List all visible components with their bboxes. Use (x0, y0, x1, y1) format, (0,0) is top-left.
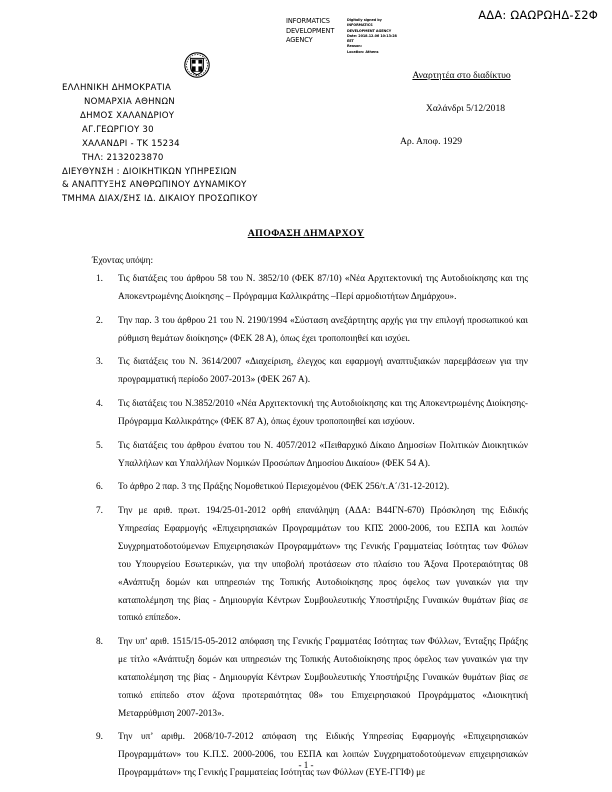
page-title: ΑΠΟΦΑΣΗ ΔΗΜΑΡΧΟΥ (247, 228, 365, 239)
letterhead-line-phone: ΤΗΛ: 2132023870 (82, 152, 164, 163)
document-body (90, 256, 528, 789)
right-header-block (350, 70, 595, 147)
clause-item: Τις διατάξεις του Ν.3852/2010 «Νέα Αρχιτεκτονική της Αυτοδιοίκησης και της Αποκεντρωμένης Διοίκησης- Πρόγραμμα Καλλικράτης» (ΦΕΚ 87 Α), όπως έχουν τροποποιηθεί και ισχύουν. (118, 399, 528, 427)
signature-detail-line: Location: Athens (347, 49, 379, 54)
place-date: Χαλάνδρι 5/12/2018 (425, 103, 506, 114)
clause-item: Τις διατάξεις του Ν. 3614/2007 «Διαχείριση, έλεγχος και εφαρμογή αναπτυξιακών παρεμβάσεων για την προγραμματική περίοδο 2007-2013» (ΦΕΚ 267 Α). (118, 357, 528, 386)
clause-item: Την με αριθ. πρωτ. 194/25-01-2012 ορθή επανάληψη (ΑΔΑ: Β44ΓΝ-670) Πρόσκληση της Ειδικής Υπηρεσίας Εφαρμογής «Επιχειρησιακών Προγραμμάτων του ΚΠΣ 2000-2006, του ΕΣΠΑ και λοιπών Συγχρηματοδοτούμενων Επιχειρησιακών Προγραμμάτων» της Γενικής Γραμματείας Ισότητας των Φύλων του Υπουργείου Εσωτερικών, για την υποβολή προτάσεων στο πλαίσιο του Άξονα Προτεραιότητας 08 «Ανάπτυξη δομών και υπηρεσιών της Τοπικής Αυτοδιοίκησης προς όφελος των γυναικών για την καταπολέμηση της βίας - Δημιουργία Κέντρων Συμβουλευτικής Υποστήριξης Γυναικών θυμάτων βίας σε τοπικό επίπεδο». (118, 506, 528, 624)
clause-item: Το άρθρο 2 παρ. 3 της Πράξης Νομοθετικού Περιεχομένου (ΦΕΚ 256/τ.Α΄/31-12-2012). (118, 482, 450, 493)
hellenic-republic-coat-of-arms-icon (183, 50, 211, 80)
letterhead-line-republic: ΕΛΛΗΝΙΚΗ ΔΗΜΟΚΡΑΤΙΑ (62, 83, 172, 93)
emblem-container (62, 50, 312, 80)
letterhead-line-department: ΤΜΗΜΑ ΔΙΑΧ/ΣΗΣ ΙΔ. ΔΙΚΑΙΟΥ ΠΡΟΣΩΠΙΚΟΥ (62, 194, 258, 205)
letterhead (62, 50, 312, 207)
signature-detail-line: Digitally signed by (347, 18, 382, 22)
signature-detail-line: Date: 2018.12.06 10:13:28 (347, 33, 397, 38)
clause-item: Τις διατάξεις του άρθρου ένατου του Ν. 4057/2012 «Πειθαρχικό Δίκαιο Δημοσίων Πολιτικών Διοικητικών Υπαλλήλων και Υπαλλήλων Νομικών Προσώπων Δημοσίου Δικαίου» (ΦΕΚ 54 Α). (118, 440, 528, 469)
clause-list (90, 271, 528, 783)
signature-detail-line: EET (347, 39, 354, 44)
ada-code: ΑΔΑ: ΩΑΩΡΩΗΔ-Σ2Φ (478, 8, 598, 22)
clause-item: Την παρ. 3 του άρθρου 21 του Ν. 2190/1994 «Σύσταση ανεξάρτητης αρχής για την επιλογή προσωπικού και ρύθμιση θεμάτων διοίκησης» (ΦΕΚ 28 Α), όπως έχει τροποποιηθεί και ισχύει. (118, 315, 528, 344)
decision-number: Αρ. Αποφ. 1929 (400, 136, 463, 147)
clause-item: Τις διατάξεις του άρθρου 58 του Ν. 3852/10 (ΦΕΚ 87/10) «Νέα Αρχιτεκτονική της Αυτοδιοίκησης και της Αποκεντρωμένης Διοίκησης – Πρόγραμμα Καλλικράτης –Περί αρμοδιοτήτων Δημάρχου». (118, 274, 528, 302)
letterhead-line-development: & ΑΝΑΠΤΥΞΗΣ ΑΝΘΡΩΠΙΝΟΥ ΔΥΝΑΜΙΚΟΥ (62, 180, 247, 191)
page-number-footer: - 1 - (298, 760, 314, 770)
signature-detail-line: INFORMATICS (347, 23, 373, 28)
letterhead-line-municipality: ΔΗΜΟΣ ΧΑΛΑΝΔΡΙΟΥ (80, 110, 175, 121)
signature-detail-line: DEVELOPMENT AGENCY (347, 28, 392, 33)
signature-details (347, 17, 409, 55)
letterhead-line-street: ΑΓ.ΓΕΩΡΓΙΟΥ 30 (82, 124, 154, 135)
signature-detail-line: Reason: (347, 44, 362, 49)
signature-agency-name: INFORMATICS DEVELOPMENT AGENCY (286, 17, 335, 45)
letterhead-line-prefecture: ΝΟΜΑΡΧΙΑ ΑΘΗΝΩΝ (84, 96, 175, 107)
publication-note: Αναρτητέα στο διαδίκτυο (412, 70, 511, 81)
letterhead-line-postcode: ΧΑΛΑΝΔΡΙ - ΤΚ 15234 (82, 138, 180, 149)
intro-text: Έχοντας υπόψη: (92, 256, 154, 266)
clause-item: Την υπ’ αριθμ. 2068/10-7-2012 απόφαση της Ειδικής Υπηρεσίας Εφαρμογής «Επιχειρησιακών Προγραμμάτων» του Κ.Π.Σ. 2000-2006, του ΕΣΠΑ και λοιπών Συγχρηματοδοτούμενων επιχειρησιακών Προγραμμάτων» της Γενικής Γραμματείας Ισότητας των Φύλλων (ΕΥΕ-ΓΓΙΦ) με (118, 732, 528, 779)
clause-item: Την υπ’ αριθ. 1515/15-05-2012 απόφαση της Γενικής Γραμματέας Ισότητας των Φύλλων, Ένταξης Πράξης με τίτλο «Ανάπτυξη δομών και υπηρεσιών της Τοπικής Αυτοδιοίκησης προς όφελος των γυναικών για την καταπολέμηση της βίας - Δημιουργία Κέντρων Συμβουλευτικής Υποστήριξης Γυναικών θυμάτων βίας σε τοπικό επίπεδο στον άξονα προτεραιότητας 08» του Επιχειρησιακού Προγράμματος «Διοικητική Μεταρρύθμιση 2007-2013». (118, 637, 528, 719)
letterhead-line-directorate: ΔΙΕΥΘΥΝΣΗ : ΔΙΟΙΚΗΤΙΚΩΝ ΥΠΗΡΕΣΙΩΝ (62, 166, 237, 177)
